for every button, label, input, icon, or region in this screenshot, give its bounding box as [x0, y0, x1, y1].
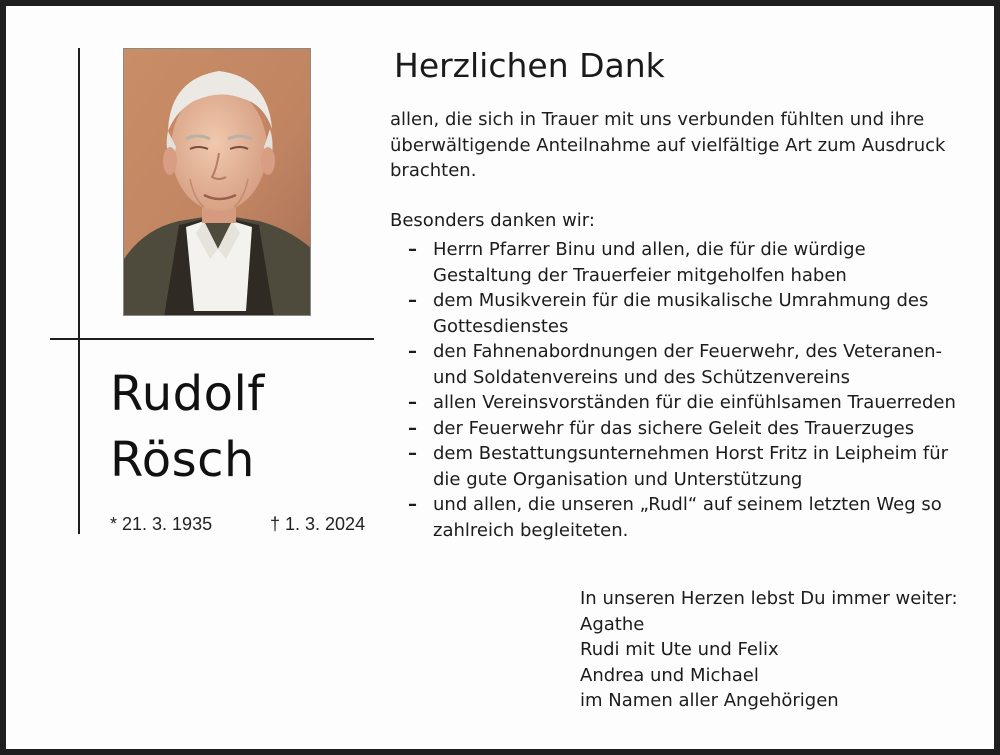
- list-item-line: und Soldatenvereins und des Schützenvereins: [433, 366, 850, 388]
- signoff-line: Rudi mit Ute und Felix: [580, 639, 779, 660]
- dash-bullet: –: [408, 417, 417, 439]
- signoff-line: Andrea und Michael: [580, 664, 759, 686]
- list-item-line: Herrn Pfarrer Binu und allen, die für die würdige: [433, 239, 866, 260]
- dash-bullet: –: [408, 341, 417, 362]
- vertical-rule: [78, 48, 80, 534]
- dash-bullet: –: [408, 443, 417, 464]
- list-item-line: dem Musikverein für die musikalische Umrahmung des: [433, 290, 929, 311]
- portrait-image: [124, 49, 311, 316]
- horizontal-rule: [50, 338, 374, 340]
- death-date: † 1. 3. 2024: [270, 514, 366, 534]
- intro-line: brachten.: [390, 160, 477, 181]
- intro-line: überwältigende Anteilnahme auf vielfältige Art zum Ausdruck: [390, 134, 946, 156]
- family-signoff: [580, 586, 958, 714]
- list-item: [408, 288, 988, 339]
- dash-bullet: –: [408, 494, 417, 515]
- list-item-line: Gestaltung der Trauerfeier mitgeholfen haben: [433, 264, 847, 286]
- signoff-line: In unseren Herzen lebst Du immer weiter:: [580, 588, 958, 609]
- list-item-line: und allen, die unseren „Rudl“ auf seinem letzten Weg so: [433, 494, 942, 515]
- list-item-line: dem Bestattungsunternehmen Horst Fritz in Leipheim für: [433, 443, 949, 464]
- name-last: Rösch: [110, 432, 255, 488]
- name-first: Rudolf: [110, 366, 265, 422]
- list-item: [408, 390, 988, 416]
- list-item: [408, 339, 988, 390]
- intro-line: allen, die sich in Trauer mit uns verbunden fühlten und ihre: [390, 109, 925, 130]
- signoff-line: im Namen aller Angehörigen: [580, 690, 839, 711]
- list-item: [408, 237, 988, 288]
- list-item-line: Gottesdienstes: [433, 315, 569, 337]
- thanks-label: Besonders danken wir:: [390, 210, 595, 231]
- list-item-line: zahlreich begleiteten.: [433, 519, 629, 541]
- dash-bullet: –: [408, 392, 417, 413]
- birth-date: * 21. 3. 1935: [110, 514, 213, 534]
- dash-bullet: –: [408, 290, 417, 311]
- intro-text: [390, 107, 970, 184]
- list-item-line: die gute Organisation und Unterstützung: [433, 468, 803, 490]
- list-item-line: den Fahnenabordnungen der Feuerwehr, des Veteranen-: [433, 341, 943, 362]
- list-item: [408, 492, 988, 543]
- list-item: [408, 416, 988, 442]
- signoff-line: Agathe: [580, 613, 645, 635]
- heading: Herzlichen Dank: [394, 46, 665, 85]
- list-item-line: der Feuerwehr für das sichere Geleit des Trauerzuges: [433, 417, 915, 439]
- portrait-photo: [123, 48, 311, 316]
- list-item: [408, 441, 988, 492]
- list-item-line: allen Vereinsvorständen für die einfühlsamen Trauerreden: [433, 392, 956, 413]
- dash-bullet: –: [408, 239, 417, 260]
- thanks-list: [408, 237, 988, 543]
